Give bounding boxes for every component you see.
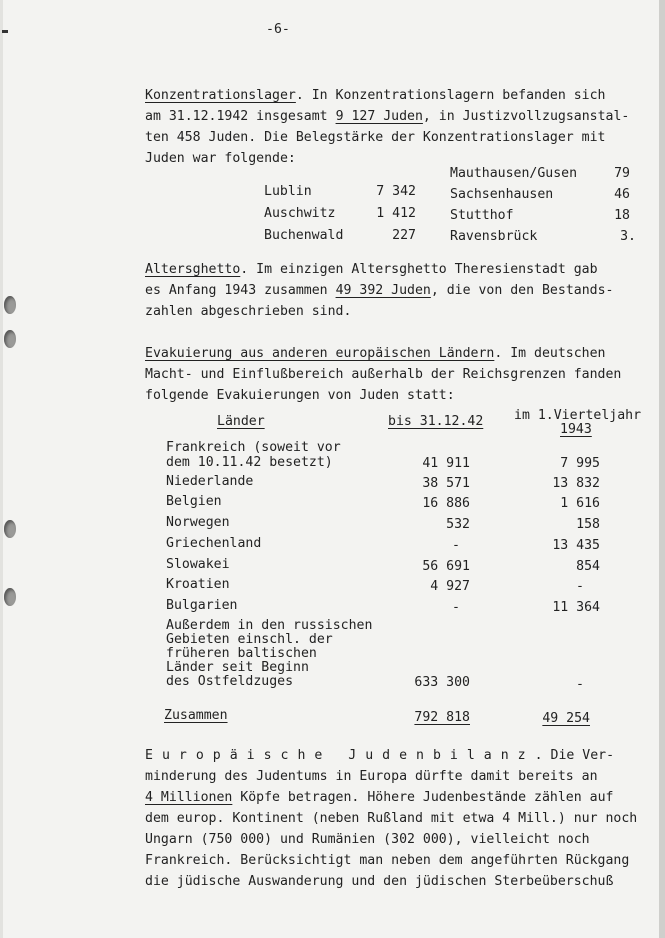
punch-hole <box>4 588 16 606</box>
country-name: Norwegen <box>166 515 230 530</box>
camp-name: Lublin <box>264 184 312 199</box>
value-until-1942: 41 911 <box>422 456 470 471</box>
evak-line-2: Macht- und Einflußbereich außerhalb der Reichsgrenzen fanden <box>145 367 622 382</box>
value-until-1942: - <box>452 600 460 615</box>
value-until-1942: 532 <box>446 517 470 532</box>
value-until-1942: 38 571 <box>422 476 470 491</box>
value-q1-1943: - <box>576 677 584 692</box>
camp-count: 18 <box>614 208 630 223</box>
konz-total-jews: 9 127 Juden <box>335 109 423 124</box>
value-until-1942: 56 691 <box>422 559 470 574</box>
country-name: Griechenland <box>166 536 262 551</box>
camp-name: Mauthausen/Gusen <box>450 166 578 181</box>
konz-heading: Konzentrationslager <box>145 88 296 103</box>
value-q1-1943: 158 <box>576 517 600 532</box>
col-header-until-1942: bis 31.12.42 <box>388 414 484 429</box>
evak-line-3: folgende Evakuierungen von Juden statt: <box>145 388 455 403</box>
value-until-1942: 633 300 <box>414 675 470 690</box>
alters-line-2a: es Anfang 1943 zusammen <box>145 283 336 298</box>
evak-line-1-text: . Im deutschen <box>494 346 606 361</box>
bilanz-line-3 <box>145 790 613 805</box>
value-q1-1943: 1 616 <box>560 496 600 511</box>
total-q1-1943: 49 254 <box>542 711 590 726</box>
country-line: dem 10.11.42 besetzt) <box>166 455 333 470</box>
total-until-1942: 792 818 <box>414 710 470 725</box>
alters-line-1-text: . Im einzigen Altersghetto Theresienstadt gab <box>240 262 598 277</box>
country-line: Außerdem in den russischen <box>166 618 373 633</box>
camp-count: 1 412 <box>376 206 416 221</box>
value-q1-1943: 11 364 <box>552 600 600 615</box>
konz-line-2b: , in Justizvollzugsanstal- <box>422 109 630 124</box>
bilanz-line-6: Frankreich. Berücksichtigt man neben dem angeführten Rückgang <box>145 853 630 868</box>
bilanz-four-million: 4 Millionen <box>145 790 233 805</box>
bilanz-line-1-text: . Die Ver- <box>534 748 615 763</box>
camp-name: Auschwitz <box>264 206 336 221</box>
alters-total-jews: 49 392 Juden <box>335 283 431 298</box>
value-q1-1943: 7 995 <box>560 456 600 471</box>
bilanz-line-3-text: Köpfe betragen. Höhere Judenbestände zählen auf <box>232 790 614 805</box>
punch-hole <box>4 520 16 538</box>
value-q1-1943: 854 <box>576 559 600 574</box>
konz-line-2a: am 31.12.1942 insgesamt <box>145 109 336 124</box>
bilanz-line-2: minderung des Judentums in Europa dürfte damit bereits an <box>145 769 598 784</box>
col-header-q1-1943: im 1.Vierteljahr <box>514 408 642 423</box>
evak-line-1 <box>145 346 606 361</box>
col-header-q1-1943-year: 1943 <box>560 422 592 437</box>
country-name: Bulgarien <box>166 598 238 613</box>
camp-name: Sachsenhausen <box>450 187 554 202</box>
value-until-1942: - <box>452 538 460 553</box>
col-header-countries: Länder <box>217 414 265 429</box>
camp-count: 79 <box>614 166 630 181</box>
konz-line-3: ten 458 Juden. Die Belegstärke der Konzentrationslager mit <box>145 130 606 145</box>
bilanz-line-4: dem europ. Kontinent (neben Rußland mit etwa 4 Mill.) nur noch <box>145 811 638 826</box>
camp-name: Ravensbrück <box>450 229 538 244</box>
country-name: Niederlande <box>166 474 254 489</box>
camp-count: 3. <box>620 229 636 244</box>
evak-heading: Evakuierung aus anderen europäischen Ländern <box>145 346 495 361</box>
punch-hole <box>4 330 16 348</box>
camp-count: 7 342 <box>376 184 416 199</box>
margin-mark <box>2 30 8 33</box>
country-line: Frankreich (soweit vor <box>166 440 341 455</box>
country-name <box>166 440 341 470</box>
alters-line-3: zahlen abgeschrieben sind. <box>145 304 352 319</box>
country-line: Gebieten einschl. der <box>166 632 333 647</box>
value-until-1942: 4 927 <box>430 579 470 594</box>
bilanz-line-1 <box>145 748 614 763</box>
alters-heading: Altersghetto <box>145 262 241 277</box>
country-line: Länder seit Beginn <box>166 660 309 675</box>
konz-line-1-text: . In Konzentrationslagern befanden sich <box>295 88 606 103</box>
total-label: Zusammen <box>164 708 228 723</box>
bilanz-line-7: die jüdische Auswanderung und den jüdischen Sterbeüberschuß <box>145 874 614 889</box>
country-line: des Ostfeldzuges <box>166 674 294 689</box>
country-name: Belgien <box>166 494 222 509</box>
konz-line-2 <box>145 109 629 124</box>
country-name: Slowakei <box>166 557 230 572</box>
konz-line-4: Juden war folgende: <box>145 151 296 166</box>
punch-hole <box>4 296 16 314</box>
value-q1-1943: - <box>576 579 584 594</box>
camp-name: Stutthof <box>450 208 514 223</box>
alters-line-2b: , die von den Bestands- <box>430 283 614 298</box>
page-number: -6- <box>266 22 290 37</box>
bilanz-heading: Europäische Judenbilanz <box>145 748 535 763</box>
alters-line-1 <box>145 262 598 277</box>
scan-left-edge <box>0 0 3 938</box>
bilanz-line-5: Ungarn (750 000) und Rumänien (302 000), vielleicht noch <box>145 832 590 847</box>
camp-name: Buchenwald <box>264 228 344 243</box>
value-until-1942: 16 886 <box>422 496 470 511</box>
country-line: früheren baltischen <box>166 646 317 661</box>
value-q1-1943: 13 832 <box>552 476 600 491</box>
country-name: Kroatien <box>166 577 230 592</box>
camp-count: 227 <box>392 228 416 243</box>
alters-line-2 <box>145 283 613 298</box>
scan-right-edge <box>659 0 665 938</box>
value-q1-1943: 13 435 <box>552 538 600 553</box>
country-name <box>166 619 372 689</box>
camp-count: 46 <box>614 187 630 202</box>
konz-line-1 <box>145 88 606 103</box>
